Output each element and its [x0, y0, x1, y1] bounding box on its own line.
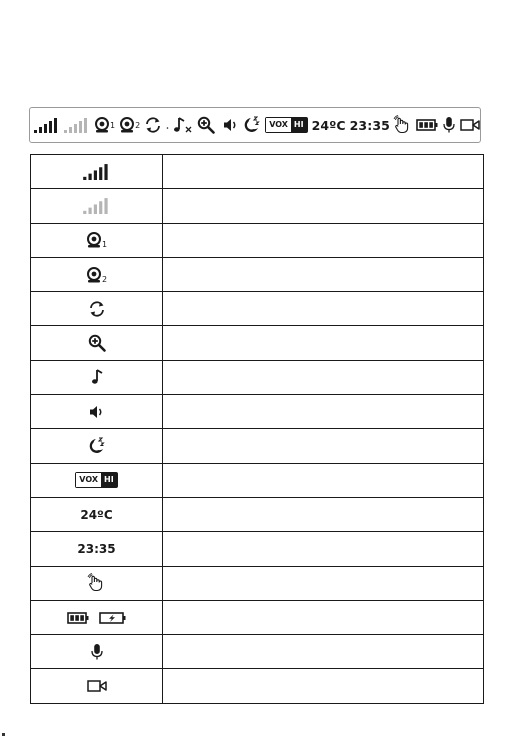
camera-icon — [86, 232, 102, 248]
description-cell — [163, 635, 484, 669]
table-row — [31, 566, 484, 600]
description-cell — [163, 600, 484, 634]
description-cell — [163, 463, 484, 497]
camera-icon — [94, 117, 110, 133]
description-cell — [163, 532, 484, 566]
video-camera-icon — [460, 118, 480, 132]
icon-cell — [31, 257, 163, 291]
description-cell — [163, 497, 484, 531]
table-row — [31, 532, 484, 566]
table-row — [31, 600, 484, 634]
icon-cell — [31, 189, 163, 223]
description-cell — [163, 669, 484, 703]
description-cell — [163, 189, 484, 223]
camera-1-icon — [86, 232, 107, 248]
table-row — [31, 257, 484, 291]
touch-hand-icon — [88, 574, 106, 592]
description-cell — [163, 292, 484, 326]
signal-weak-icon — [64, 117, 90, 133]
speaker-icon — [89, 404, 105, 420]
moon-sleep-icon — [243, 116, 261, 134]
icon-cell — [31, 429, 163, 463]
table-row — [31, 429, 484, 463]
dot-separator — [166, 117, 169, 133]
status-bar — [29, 107, 481, 143]
battery-full-icon — [66, 611, 90, 625]
camera-number: 1 — [101, 240, 108, 250]
icon-cell — [31, 326, 163, 360]
icon-cell — [31, 497, 163, 531]
moon-sleep-icon — [88, 437, 106, 455]
camera-number: 1 — [110, 120, 116, 130]
icon-cell — [31, 600, 163, 634]
vox-hi-icon — [265, 117, 307, 133]
description-cell — [163, 429, 484, 463]
icon-cell — [31, 223, 163, 257]
icon-cell — [31, 532, 163, 566]
music-note-icon — [90, 368, 104, 386]
vox-label: VOX — [266, 118, 291, 132]
speaker-icon — [223, 117, 239, 133]
description-cell — [163, 257, 484, 291]
status-icon-legend-table — [30, 154, 484, 704]
table-row — [31, 155, 484, 189]
table-row — [31, 292, 484, 326]
table-row — [31, 395, 484, 429]
camera-number: 2 — [101, 274, 108, 284]
temperature-readout: 24ºC — [311, 117, 346, 133]
table-row — [31, 497, 484, 531]
microphone-icon — [90, 643, 104, 661]
cycle-icon — [88, 301, 106, 317]
microphone-icon — [442, 116, 456, 134]
touch-hand-icon — [394, 116, 412, 134]
icon-cell — [31, 669, 163, 703]
camera-icon — [86, 267, 102, 283]
time-readout: 23:35 — [77, 541, 116, 556]
video-camera-icon — [87, 679, 107, 693]
description-cell — [163, 360, 484, 394]
table-row — [31, 463, 484, 497]
zoom-in-icon — [88, 334, 106, 352]
battery-charging-icon — [99, 611, 127, 625]
description-cell — [163, 395, 484, 429]
cycle-icon — [144, 117, 162, 133]
description-cell — [163, 566, 484, 600]
icon-cell — [31, 155, 163, 189]
hi-label: HI — [291, 118, 307, 132]
hi-label: HI — [101, 473, 117, 487]
signal-strong-icon — [83, 163, 111, 180]
icon-cell — [31, 566, 163, 600]
signal-strong-icon — [34, 117, 60, 133]
table-row — [31, 223, 484, 257]
vox-hi-icon — [75, 472, 117, 488]
icon-cell — [31, 360, 163, 394]
camera-1-icon — [94, 117, 115, 133]
camera-2-icon — [119, 117, 140, 133]
music-muted-icon — [173, 116, 193, 134]
zoom-in-icon — [197, 116, 215, 134]
camera-icon — [119, 117, 135, 133]
icon-cell — [31, 292, 163, 326]
battery-icon — [416, 118, 438, 132]
vox-label: VOX — [76, 473, 101, 487]
table-row — [31, 669, 484, 703]
page-mark — [2, 733, 5, 736]
description-cell — [163, 155, 484, 189]
table-row — [31, 635, 484, 669]
description-cell — [163, 326, 484, 360]
table-row — [31, 326, 484, 360]
icon-cell — [31, 635, 163, 669]
icon-cell — [31, 463, 163, 497]
time-readout: 23:35 — [349, 117, 390, 133]
signal-weak-icon — [83, 197, 111, 214]
icon-cell — [31, 395, 163, 429]
table-row — [31, 189, 484, 223]
description-cell — [163, 223, 484, 257]
camera-2-icon — [86, 267, 107, 283]
table-row — [31, 360, 484, 394]
temperature-readout: 24ºC — [80, 507, 113, 522]
camera-number: 2 — [135, 120, 141, 130]
